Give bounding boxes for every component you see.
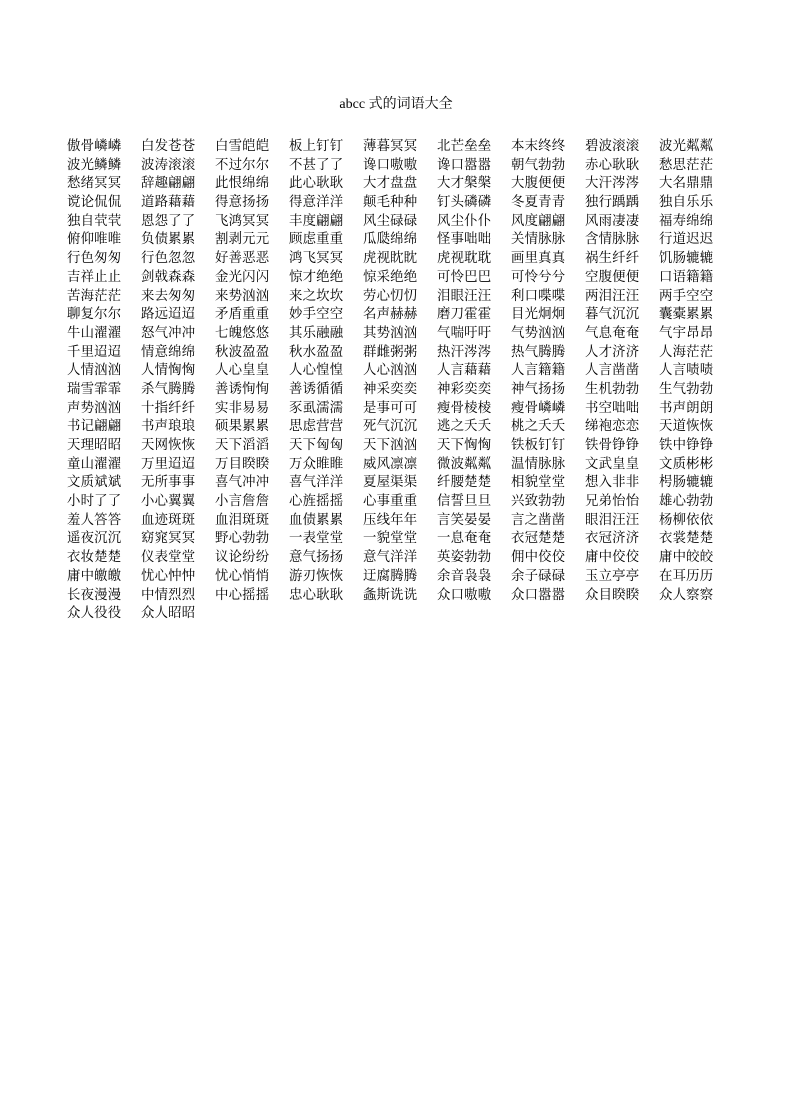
word-item: 钉头磷磷 <box>437 195 492 211</box>
word-item: 北芒垒垒 <box>437 139 492 154</box>
word-item: 余子碌碌 <box>511 568 566 584</box>
word-item: 喜气洋洋 <box>289 475 344 491</box>
word-item: 思虑营营 <box>289 419 344 435</box>
word-item: 相貌堂堂 <box>511 475 566 491</box>
word-item: 众人察察 <box>659 587 714 603</box>
word-item: 囊橐累累 <box>659 307 714 323</box>
word-item: 天下恟恟 <box>437 438 492 453</box>
word-item: 劳心忉忉 <box>363 288 418 304</box>
word-item: 人言籍籍 <box>511 363 566 379</box>
word-item: 信誓旦旦 <box>437 494 492 510</box>
word-item: 窈窕冥冥 <box>141 531 196 547</box>
word-item: 大腹便便 <box>511 176 566 192</box>
word-item: 独自茕茕 <box>67 213 122 229</box>
word-item: 人海茫茫 <box>659 344 714 360</box>
word-item: 杀气腾腾 <box>141 381 196 397</box>
word-item: 虎视眈眈 <box>363 251 418 267</box>
word-item: 善诱恂恂 <box>215 381 270 397</box>
word-item: 天网恢恢 <box>141 438 196 453</box>
word-item: 两泪汪汪 <box>585 288 640 304</box>
word-item: 波光鳞鳞 <box>67 157 122 173</box>
word-item: 含情脉脉 <box>585 232 640 248</box>
word-item: 人情恟恟 <box>141 363 196 379</box>
word-item: 得意扬扬 <box>215 195 270 211</box>
word-item: 铁板钉钉 <box>511 438 566 453</box>
word-item: 众人役役 <box>67 606 122 622</box>
word-item: 大才槃槃 <box>437 176 492 192</box>
word-item: 人言凿凿 <box>585 363 640 379</box>
word-item: 天下汹汹 <box>363 438 418 453</box>
word-item: 小时了了 <box>67 494 122 510</box>
word-item: 忧心忡忡 <box>141 568 196 584</box>
word-item: 薄暮冥冥 <box>363 139 418 154</box>
word-item: 饥肠辘辘 <box>659 251 714 267</box>
word-item: 杨柳依依 <box>659 512 714 528</box>
word-item: 人心惶惶 <box>289 363 344 379</box>
word-item: 大汗涔涔 <box>585 176 640 192</box>
word-item: 小心翼翼 <box>141 494 196 510</box>
word-item: 人心汹汹 <box>363 363 418 379</box>
word-item: 意气洋洋 <box>363 550 418 566</box>
word-item: 英姿勃勃 <box>437 550 492 566</box>
word-item: 顾虑重重 <box>289 232 344 248</box>
word-item: 中心摇摇 <box>215 587 270 603</box>
word-item: 温情脉脉 <box>511 456 566 472</box>
word-item: 空腹便便 <box>585 269 640 285</box>
word-item: 风尘仆仆 <box>437 213 492 229</box>
word-item: 冬夏青青 <box>511 195 566 211</box>
word-item: 人言啧啧 <box>659 363 714 379</box>
word-item: 大名鼎鼎 <box>659 176 714 192</box>
word-item: 死气沉沉 <box>363 419 418 435</box>
word-item: 惊采绝绝 <box>363 269 418 285</box>
word-item: 兄弟怡怡 <box>585 494 640 510</box>
word-item: 秋波盈盈 <box>215 344 270 360</box>
word-item: 苦海茫茫 <box>67 288 122 304</box>
word-item: 纤腰楚楚 <box>437 475 492 491</box>
word-item: 愁绪冥冥 <box>67 176 122 192</box>
word-item: 谠论侃侃 <box>67 195 122 211</box>
word-item: 万里迢迢 <box>141 456 196 472</box>
word-item: 剑戟森森 <box>141 269 196 285</box>
word-item: 利口喋喋 <box>511 288 566 304</box>
word-item: 文武皇皇 <box>585 456 640 472</box>
word-item: 虎视耽耽 <box>437 251 492 267</box>
word-item: 神彩奕奕 <box>437 381 492 397</box>
word-item: 辞趣翩翩 <box>141 176 196 192</box>
word-item: 波涛滚滚 <box>141 157 196 173</box>
word-item: 衣冠楚楚 <box>511 531 566 547</box>
word-item: 野心勃勃 <box>215 531 270 547</box>
word-item: 书记翩翩 <box>67 419 122 435</box>
word-item: 飞鸿冥冥 <box>215 213 270 229</box>
word-item: 天理昭昭 <box>67 438 122 453</box>
word-item: 众口嗷嗷 <box>437 587 492 603</box>
word-item: 其乐融融 <box>289 325 344 341</box>
word-item: 佣中佼佼 <box>511 550 566 566</box>
word-item: 豕虱濡濡 <box>289 400 344 416</box>
word-item: 玉立亭亭 <box>585 568 640 584</box>
word-item: 众人昭昭 <box>141 606 196 622</box>
word-item: 书空咄咄 <box>585 400 640 416</box>
word-item: 白发苍苍 <box>141 139 196 154</box>
document-title: abcc 式的词语大全 <box>339 97 453 112</box>
word-item: 螽斯诜诜 <box>363 587 418 603</box>
word-item: 丰度翩翩 <box>289 213 344 229</box>
word-item: 可怜巴巴 <box>437 269 492 285</box>
word-item: 瘦骨嶙嶙 <box>511 400 566 416</box>
word-item: 大才盘盘 <box>363 176 418 192</box>
word-item: 瑞雪霏霏 <box>67 381 122 397</box>
word-item: 想入非非 <box>585 475 640 491</box>
word-item: 此心耿耿 <box>289 176 344 192</box>
word-item: 赤心耿耿 <box>585 157 640 173</box>
word-item: 庸中佼佼 <box>585 550 640 566</box>
word-item: 一表堂堂 <box>289 531 344 547</box>
word-item: 迂腐腾腾 <box>363 568 418 584</box>
word-item: 庸中皦皦 <box>67 568 122 584</box>
word-item: 议论纷纷 <box>215 550 270 566</box>
word-item: 妙手空空 <box>289 307 344 323</box>
word-item: 一息奄奄 <box>437 531 492 547</box>
word-item: 来去匆匆 <box>141 288 196 304</box>
word-item: 万目睽睽 <box>215 456 270 472</box>
word-item: 天下滔滔 <box>215 438 270 453</box>
word-item: 口语籍籍 <box>659 269 714 285</box>
word-item: 万众睢睢 <box>289 456 344 472</box>
word-item: 负债累累 <box>141 232 196 248</box>
word-item: 来之坎坎 <box>289 288 344 304</box>
word-item: 好善恶恶 <box>215 251 270 267</box>
word-item: 谗口嚣嚣 <box>437 157 492 173</box>
word-item: 名声赫赫 <box>363 307 418 323</box>
word-item: 千里迢迢 <box>67 344 122 360</box>
word-item: 血泪斑斑 <box>215 512 270 528</box>
word-item: 磨刀霍霍 <box>437 307 492 323</box>
word-item: 忧心悄悄 <box>215 568 270 584</box>
word-item: 压线年年 <box>363 512 418 528</box>
word-item: 铁中铮铮 <box>659 438 714 453</box>
word-item: 风尘碌碌 <box>363 213 418 229</box>
word-item: 波光粼粼 <box>659 139 714 154</box>
word-item: 行色忽忽 <box>141 251 196 267</box>
word-item: 余音袅袅 <box>437 568 492 584</box>
word-item: 夏屋渠渠 <box>363 475 418 491</box>
word-item: 生气勃勃 <box>659 381 714 397</box>
word-item: 声势汹汹 <box>67 400 122 416</box>
word-item: 道路藉藉 <box>141 195 196 211</box>
word-item: 瘦骨棱棱 <box>437 400 492 416</box>
word-item: 言之凿凿 <box>511 512 566 528</box>
word-item: 可怜兮兮 <box>511 269 566 285</box>
word-list <box>67 138 732 624</box>
word-item: 书声琅琅 <box>141 419 196 435</box>
word-item: 绨袍恋恋 <box>585 419 640 435</box>
word-item: 七魄悠悠 <box>215 325 270 341</box>
word-item: 铁骨铮铮 <box>585 438 640 453</box>
word-item: 仪表堂堂 <box>141 550 196 566</box>
word-item: 喜气冲冲 <box>215 475 270 491</box>
word-item: 板上钉钉 <box>289 139 344 154</box>
word-item: 行色匆匆 <box>67 251 122 267</box>
word-item: 泪眼汪汪 <box>437 288 492 304</box>
word-item: 独自乐乐 <box>659 195 714 211</box>
word-item: 风度翩翩 <box>511 213 566 229</box>
word-item: 聊复尔尔 <box>67 307 122 323</box>
word-item: 怪事咄咄 <box>437 232 492 248</box>
word-item: 遥夜沉沉 <box>67 531 122 547</box>
word-item: 此恨绵绵 <box>215 176 270 192</box>
word-item: 气宇昂昂 <box>659 325 714 341</box>
word-item: 文质斌斌 <box>67 475 122 491</box>
word-item: 天道恢恢 <box>659 419 714 435</box>
word-item: 善诱循循 <box>289 381 344 397</box>
word-item: 颠毛种种 <box>363 195 418 211</box>
word-item: 忠心耿耿 <box>289 587 344 603</box>
word-item: 秋水盈盈 <box>289 344 344 360</box>
word-item: 关情脉脉 <box>511 232 566 248</box>
word-item: 童山濯濯 <box>67 456 122 472</box>
word-item: 目光炯炯 <box>511 307 566 323</box>
word-item: 十指纤纤 <box>141 400 196 416</box>
word-item: 人心皇皇 <box>215 363 270 379</box>
word-item: 是事可可 <box>363 400 418 416</box>
word-item: 逃之夭夭 <box>437 419 492 435</box>
word-item: 吉祥止止 <box>67 269 122 285</box>
word-item: 书声朗朗 <box>659 400 714 416</box>
word-item: 衣妆楚楚 <box>67 550 122 566</box>
word-item: 来势汹汹 <box>215 288 270 304</box>
word-item: 文质彬彬 <box>659 456 714 472</box>
word-item: 心旌摇摇 <box>289 494 344 510</box>
word-item: 人才济济 <box>585 344 640 360</box>
word-item: 金光闪闪 <box>215 269 270 285</box>
word-item: 衣裳楚楚 <box>659 531 714 547</box>
word-item: 人情汹汹 <box>67 363 122 379</box>
word-item: 矛盾重重 <box>215 307 270 323</box>
word-item: 白雪皑皑 <box>215 139 270 154</box>
word-item: 风雨凄凄 <box>585 213 640 229</box>
word-item: 其势汹汹 <box>363 325 418 341</box>
word-item: 两手空空 <box>659 288 714 304</box>
word-item: 怒气冲冲 <box>141 325 196 341</box>
word-item: 热气腾腾 <box>511 344 566 360</box>
word-item: 群雌粥粥 <box>363 344 418 360</box>
word-item: 兴致勃勃 <box>511 494 566 510</box>
word-item: 不甚了了 <box>289 157 344 173</box>
word-item: 得意洋洋 <box>289 195 344 211</box>
word-item: 中情烈烈 <box>141 587 196 603</box>
word-item: 在耳历历 <box>659 568 714 584</box>
word-item: 桃之夭夭 <box>511 419 566 435</box>
word-item: 惊才绝绝 <box>289 269 344 285</box>
word-item: 血迹斑斑 <box>141 512 196 528</box>
word-item: 衣冠济济 <box>585 531 640 547</box>
word-item: 路远迢迢 <box>141 307 196 323</box>
word-item: 雄心勃勃 <box>659 494 714 510</box>
word-item: 硕果累累 <box>215 419 270 435</box>
word-item: 微波粼粼 <box>437 456 492 472</box>
word-item: 傲骨嶙嶙 <box>67 139 122 154</box>
word-item: 意气扬扬 <box>289 550 344 566</box>
word-item: 谗口嗷嗷 <box>363 157 418 173</box>
word-item: 俯仰唯唯 <box>67 232 122 248</box>
word-item: 一貌堂堂 <box>363 531 418 547</box>
word-item: 言笑晏晏 <box>437 512 492 528</box>
word-item: 暮气沉沉 <box>585 307 640 323</box>
word-item: 愁思茫茫 <box>659 157 714 173</box>
word-item: 天下匈匈 <box>289 438 344 453</box>
word-item: 独行踽踽 <box>585 195 640 211</box>
word-item: 热汗涔涔 <box>437 344 492 360</box>
word-item: 朝气勃勃 <box>511 157 566 173</box>
word-item: 羞人答答 <box>67 512 122 528</box>
word-item: 气势汹汹 <box>511 325 566 341</box>
word-item: 人言藉藉 <box>437 363 492 379</box>
word-item: 瓜瓞绵绵 <box>363 232 418 248</box>
word-item: 鸿飞冥冥 <box>289 251 344 267</box>
word-item: 游刃恢恢 <box>289 568 344 584</box>
word-item: 牛山濯濯 <box>67 325 122 341</box>
word-item: 庸中皎皎 <box>659 550 714 566</box>
word-item: 画里真真 <box>511 251 566 267</box>
word-item: 众目睽睽 <box>585 587 640 603</box>
word-item: 神采奕奕 <box>363 381 418 397</box>
word-item: 祸生纤纤 <box>585 251 640 267</box>
word-item: 福寿绵绵 <box>659 213 714 229</box>
word-item: 生机勃勃 <box>585 381 640 397</box>
word-item: 威风凛凛 <box>363 456 418 472</box>
word-item: 碧波滚滚 <box>585 139 640 154</box>
word-item: 眼泪汪汪 <box>585 512 640 528</box>
word-item: 心事重重 <box>363 494 418 510</box>
word-item: 割剥元元 <box>215 232 270 248</box>
word-item: 气喘吁吁 <box>437 325 492 341</box>
word-item: 行道迟迟 <box>659 232 714 248</box>
word-item: 情意绵绵 <box>141 344 196 360</box>
word-item: 恩怨了了 <box>141 213 196 229</box>
word-item: 长夜漫漫 <box>67 587 122 603</box>
word-item: 无所事事 <box>141 475 196 491</box>
word-item: 枵肠辘辘 <box>659 475 714 491</box>
word-item: 实非易易 <box>215 400 270 416</box>
word-item: 气息奄奄 <box>585 325 640 341</box>
word-item: 血债累累 <box>289 512 344 528</box>
word-item: 神气扬扬 <box>511 381 566 397</box>
word-item: 不过尔尔 <box>215 157 270 173</box>
word-item: 本末终终 <box>511 139 566 154</box>
word-item: 小言詹詹 <box>215 494 270 510</box>
word-item: 众口嚣嚣 <box>511 587 566 603</box>
